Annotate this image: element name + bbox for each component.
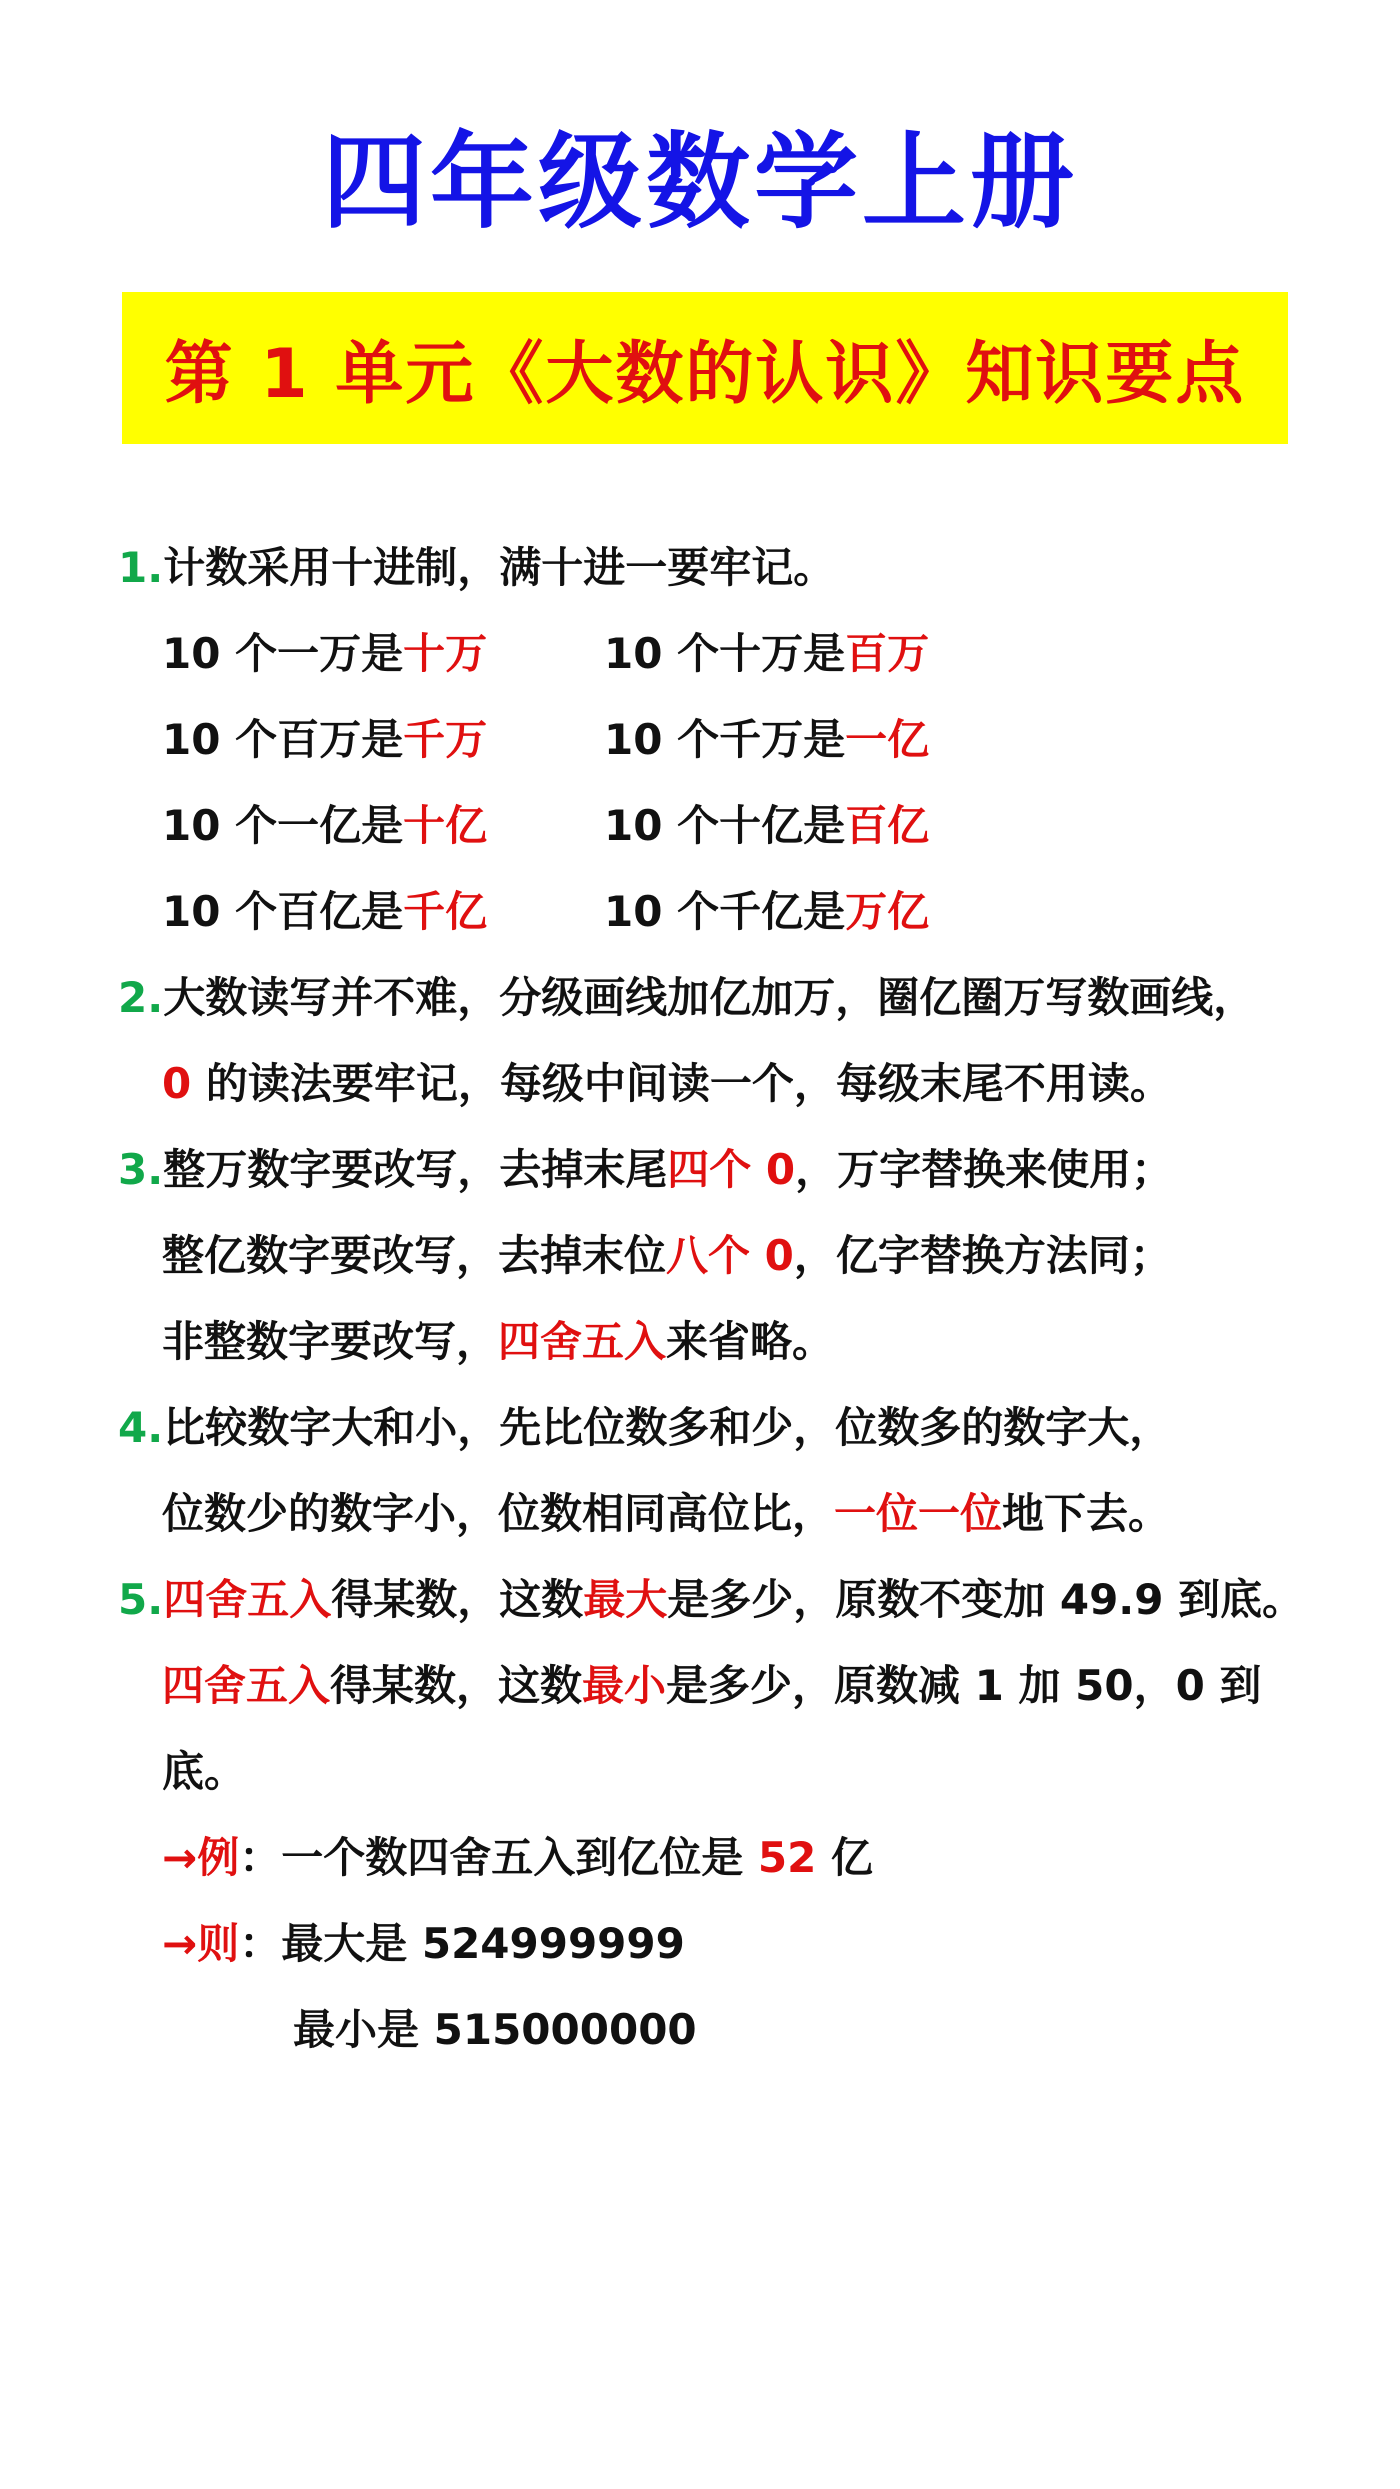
cell-text: 10 个千亿是 <box>604 887 846 936</box>
cell-highlight: 百亿 <box>845 801 930 850</box>
cell-highlight: 万亿 <box>845 887 930 936</box>
point-2-text: 大数读写并不难，分级画线加亿加万，圈亿圈万写数画线， <box>163 973 1256 1022</box>
point-4-number: 4. <box>118 1403 164 1452</box>
highlight-text: 八个 0 <box>666 1231 794 1280</box>
point-5-line-3 <box>118 1729 1298 1815</box>
point-2-number: 2. <box>118 973 164 1022</box>
cell-highlight: 一亿 <box>845 715 930 764</box>
unit-table-cell <box>604 869 1046 955</box>
point-4-line-1 <box>118 1385 1298 1471</box>
highlight-text: 四个 0 <box>667 1145 796 1194</box>
example-text: 一个数四舍五入到亿位是 <box>281 1833 758 1882</box>
unit-table-cell <box>162 611 604 697</box>
point-4-text: 比较数字大和小，先比位数多和少，位数多的数字大， <box>163 1403 1172 1452</box>
point-2-text: 的读法要牢记，每级中间读一个，每级末尾不用读。 <box>191 1059 1172 1108</box>
cell-highlight: 百万 <box>845 629 930 678</box>
example-text: 亿 <box>816 1833 873 1882</box>
point-1-text: 计数采用十进制，满十进一要牢记。 <box>163 543 836 592</box>
cell-text: 10 个十亿是 <box>604 801 846 850</box>
page-title: 四年级数学上册 <box>321 121 1078 243</box>
point-5-text: 是多少，原数减 1 加 50，0 到 <box>666 1661 1262 1710</box>
point-3-text: 整亿数字要改写，去掉末位 <box>162 1231 667 1280</box>
point-5-line-1 <box>118 1557 1305 1643</box>
point-2-line-1 <box>118 955 1298 1041</box>
cell-text: 10 个十万是 <box>604 629 846 678</box>
highlight-text: 0 <box>162 1059 192 1108</box>
highlight-text: 最大 <box>583 1575 668 1624</box>
unit-table-row <box>118 869 1298 955</box>
point-4-text: 地下去。 <box>1002 1489 1171 1538</box>
cell-text: 10 个百亿是 <box>162 887 404 936</box>
cell-text: 10 个一亿是 <box>162 801 404 850</box>
point-2-line-2 <box>118 1041 1298 1127</box>
highlight-text: 四舍五入 <box>498 1317 667 1366</box>
example-label: →例 <box>162 1833 240 1882</box>
point-3-line-1 <box>118 1127 1298 1213</box>
example-line <box>118 1815 1298 1901</box>
cell-text: 10 个千万是 <box>604 715 846 764</box>
cell-text: 10 个百万是 <box>162 715 404 764</box>
point-3-text: ，万字替换来使用； <box>795 1145 1174 1194</box>
point-5-text: 底。 <box>162 1747 247 1796</box>
unit-table-cell <box>162 869 604 955</box>
point-4-line-2 <box>118 1471 1298 1557</box>
point-3-text: ，亿字替换方法同； <box>793 1231 1172 1280</box>
unit-table-cell <box>604 611 1046 697</box>
unit-table-cell <box>604 697 1046 783</box>
point-3-line-3 <box>118 1299 1298 1385</box>
unit-table-cell <box>162 783 604 869</box>
highlight-text: 最小 <box>582 1661 667 1710</box>
result-label: →则 <box>162 1919 240 1968</box>
result-line <box>118 1901 1298 1987</box>
point-4-text: 位数少的数字小，位数相同高位比， <box>162 1489 835 1538</box>
point-5-line-2 <box>118 1643 1298 1729</box>
point-1-number: 1. <box>118 543 164 592</box>
cell-highlight: 十亿 <box>403 801 488 850</box>
example-colon: ： <box>239 1833 282 1882</box>
cell-highlight: 千万 <box>403 715 488 764</box>
point-3-text: 来省略。 <box>666 1317 835 1366</box>
unit-table-cell <box>604 783 1046 869</box>
highlight-text: 四舍五入 <box>162 1661 331 1710</box>
result-min: 最小是 515000000 <box>293 2005 697 2054</box>
unit-table-row <box>118 611 1298 697</box>
unit-table-row <box>118 783 1298 869</box>
point-5-text: 是多少，原数不变加 49.9 到底。 <box>667 1575 1305 1624</box>
result-line-2 <box>118 1987 1298 2073</box>
unit-banner-text: 第 1 单元《大数的认识》知识要点 <box>164 334 1246 414</box>
result-colon: ： <box>239 1919 282 1968</box>
knowledge-points <box>118 525 1305 2073</box>
point-3-line-2 <box>118 1213 1298 1299</box>
highlight-text: 一位一位 <box>834 1489 1003 1538</box>
cell-highlight: 十万 <box>403 629 488 678</box>
unit-table-row <box>118 697 1298 783</box>
point-1-line-1 <box>118 525 1298 611</box>
unit-table-cell <box>162 697 604 783</box>
result-max: 最大是 524999999 <box>281 1919 685 1968</box>
cell-highlight: 千亿 <box>403 887 488 936</box>
unit-banner <box>122 292 1288 444</box>
highlight-text: 52 <box>757 1833 817 1882</box>
point-3-text: 非整数字要改写， <box>162 1317 499 1366</box>
point-5-text: 得某数，这数 <box>330 1661 583 1710</box>
point-5-text: 得某数，这数 <box>331 1575 584 1624</box>
highlight-text: 四舍五入 <box>163 1575 332 1624</box>
cell-text: 10 个一万是 <box>162 629 404 678</box>
point-5-number: 5. <box>118 1575 164 1624</box>
point-3-text: 整万数字要改写，去掉末尾 <box>163 1145 668 1194</box>
point-3-number: 3. <box>118 1145 164 1194</box>
